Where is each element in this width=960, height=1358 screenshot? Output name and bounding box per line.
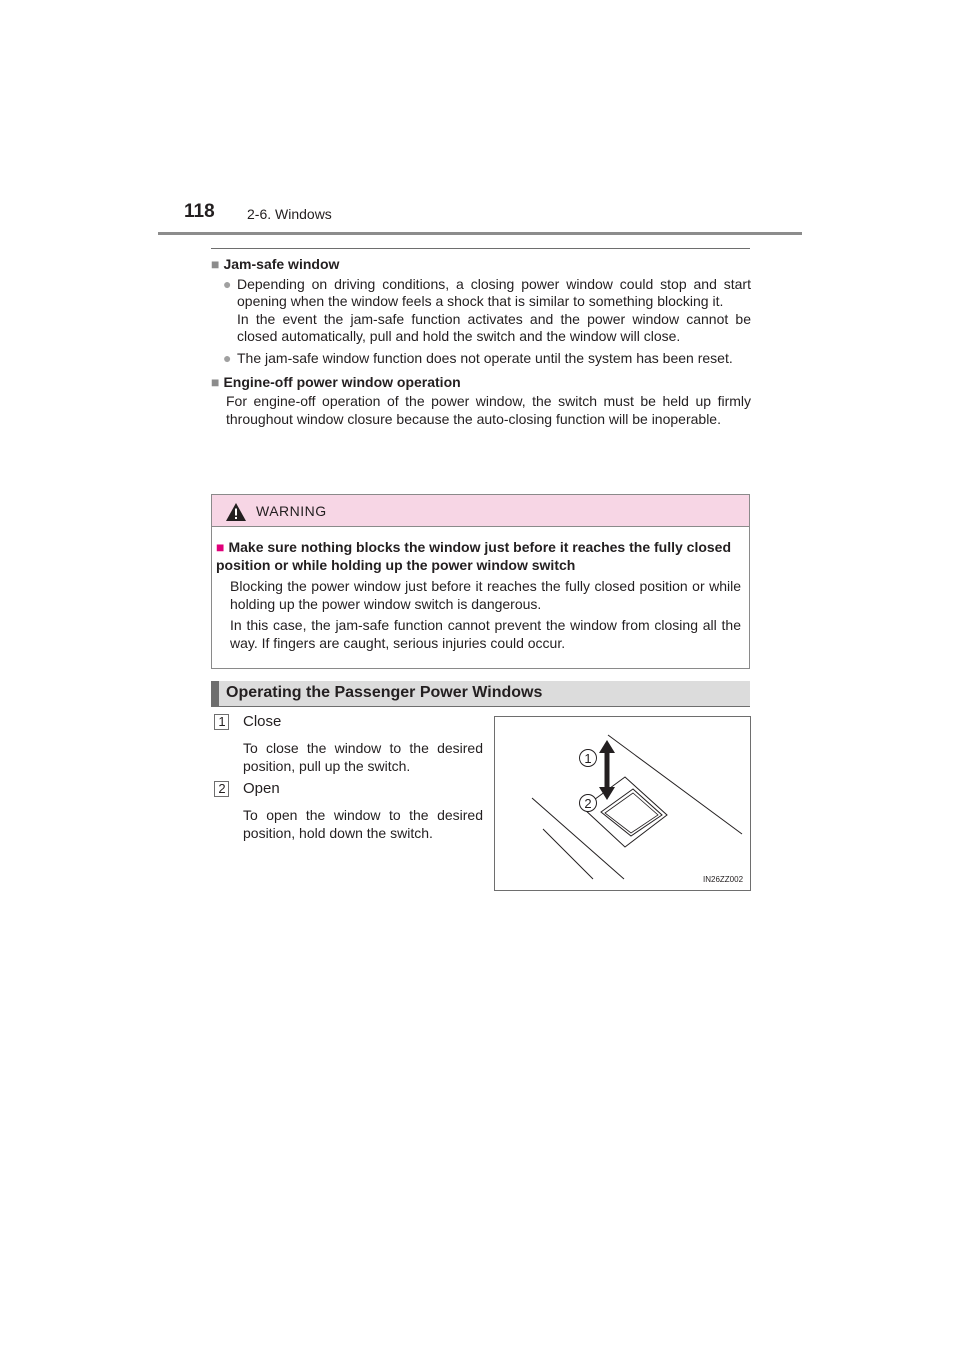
- warning-box: [211, 494, 750, 669]
- jam-safe-title: Jam-safe window: [223, 256, 340, 272]
- step-1-description: To close the window to the desired position, pull up the switch.: [243, 740, 483, 774]
- step-2-number: 2: [215, 781, 229, 797]
- section-edge-marker: [211, 681, 219, 706]
- chapter-label: 2-6. Windows: [247, 206, 332, 222]
- square-bullet-icon: ■: [211, 256, 220, 272]
- engine-off-text: For engine-off operation of the power window, the switch must be held up firmly throughout window closure because the auto-closing function will be inoperable.: [226, 393, 751, 427]
- jam-safe-bullet-1-text-2: In the event the jam-safe function activates and the power window cannot be closed automatically, pull and hold the switch and the window will close.: [237, 310, 751, 345]
- section-heading: [211, 681, 750, 706]
- circle-bullet-icon: ●: [223, 349, 232, 366]
- window-switch-illustration: [494, 716, 751, 891]
- engine-off-heading: [211, 374, 751, 392]
- step-2-description: To open the window to the desired position, hold down the switch.: [243, 807, 483, 841]
- warning-para-2: In this case, the jam-safe function cannot prevent the window from closing all the way. If fingers are caught, serious injuries could occur.: [230, 617, 741, 651]
- warning-label: WARNING: [256, 503, 327, 519]
- page-number: 118: [184, 201, 215, 222]
- jam-safe-bullet-1: [211, 276, 751, 346]
- jam-safe-heading: [211, 256, 751, 274]
- warning-body: [212, 527, 749, 653]
- jam-safe-bullet-1-text: Depending on driving conditions, a closing power window could stop and start opening when the window feels a shock that is similar to something blocking it.: [237, 275, 751, 310]
- warning-subhead-text: Make sure nothing blocks the window just before it reaches the fully closed position or while holding up the power window switch: [216, 539, 732, 573]
- section-title: Operating the Passenger Power Windows: [226, 684, 543, 701]
- step-2-title: Open: [243, 780, 280, 797]
- jam-safe-bullet-2: [211, 350, 751, 368]
- callout-2: 2: [584, 796, 592, 811]
- content-top-rule: [211, 248, 750, 249]
- body-text: [211, 256, 751, 428]
- window-switch-drawing: [495, 717, 750, 890]
- circle-bullet-icon: ●: [223, 275, 232, 292]
- warning-triangle-icon: [225, 502, 247, 522]
- square-bullet-icon: ■: [216, 539, 225, 555]
- step-1-title: Close: [243, 713, 282, 730]
- warning-subhead: [216, 539, 741, 574]
- header-rule: [158, 232, 802, 235]
- section-underline: [211, 706, 750, 707]
- warning-header: [212, 495, 749, 527]
- illustration-code: IN26ZZ002: [703, 875, 744, 884]
- engine-off-title: Engine-off power window operation: [223, 373, 461, 390]
- warning-para-1: Blocking the power window just before it reaches the fully closed position or while holding up the power window switch is dangerous.: [230, 578, 741, 612]
- callout-1: 1: [584, 751, 592, 766]
- page-header: [0, 0, 960, 240]
- square-bullet-icon: ■: [211, 373, 220, 390]
- step-1-number: 1: [215, 714, 229, 730]
- jam-safe-bullet-2-text: The jam-safe window function does not operate until the system has been reset.: [237, 349, 733, 366]
